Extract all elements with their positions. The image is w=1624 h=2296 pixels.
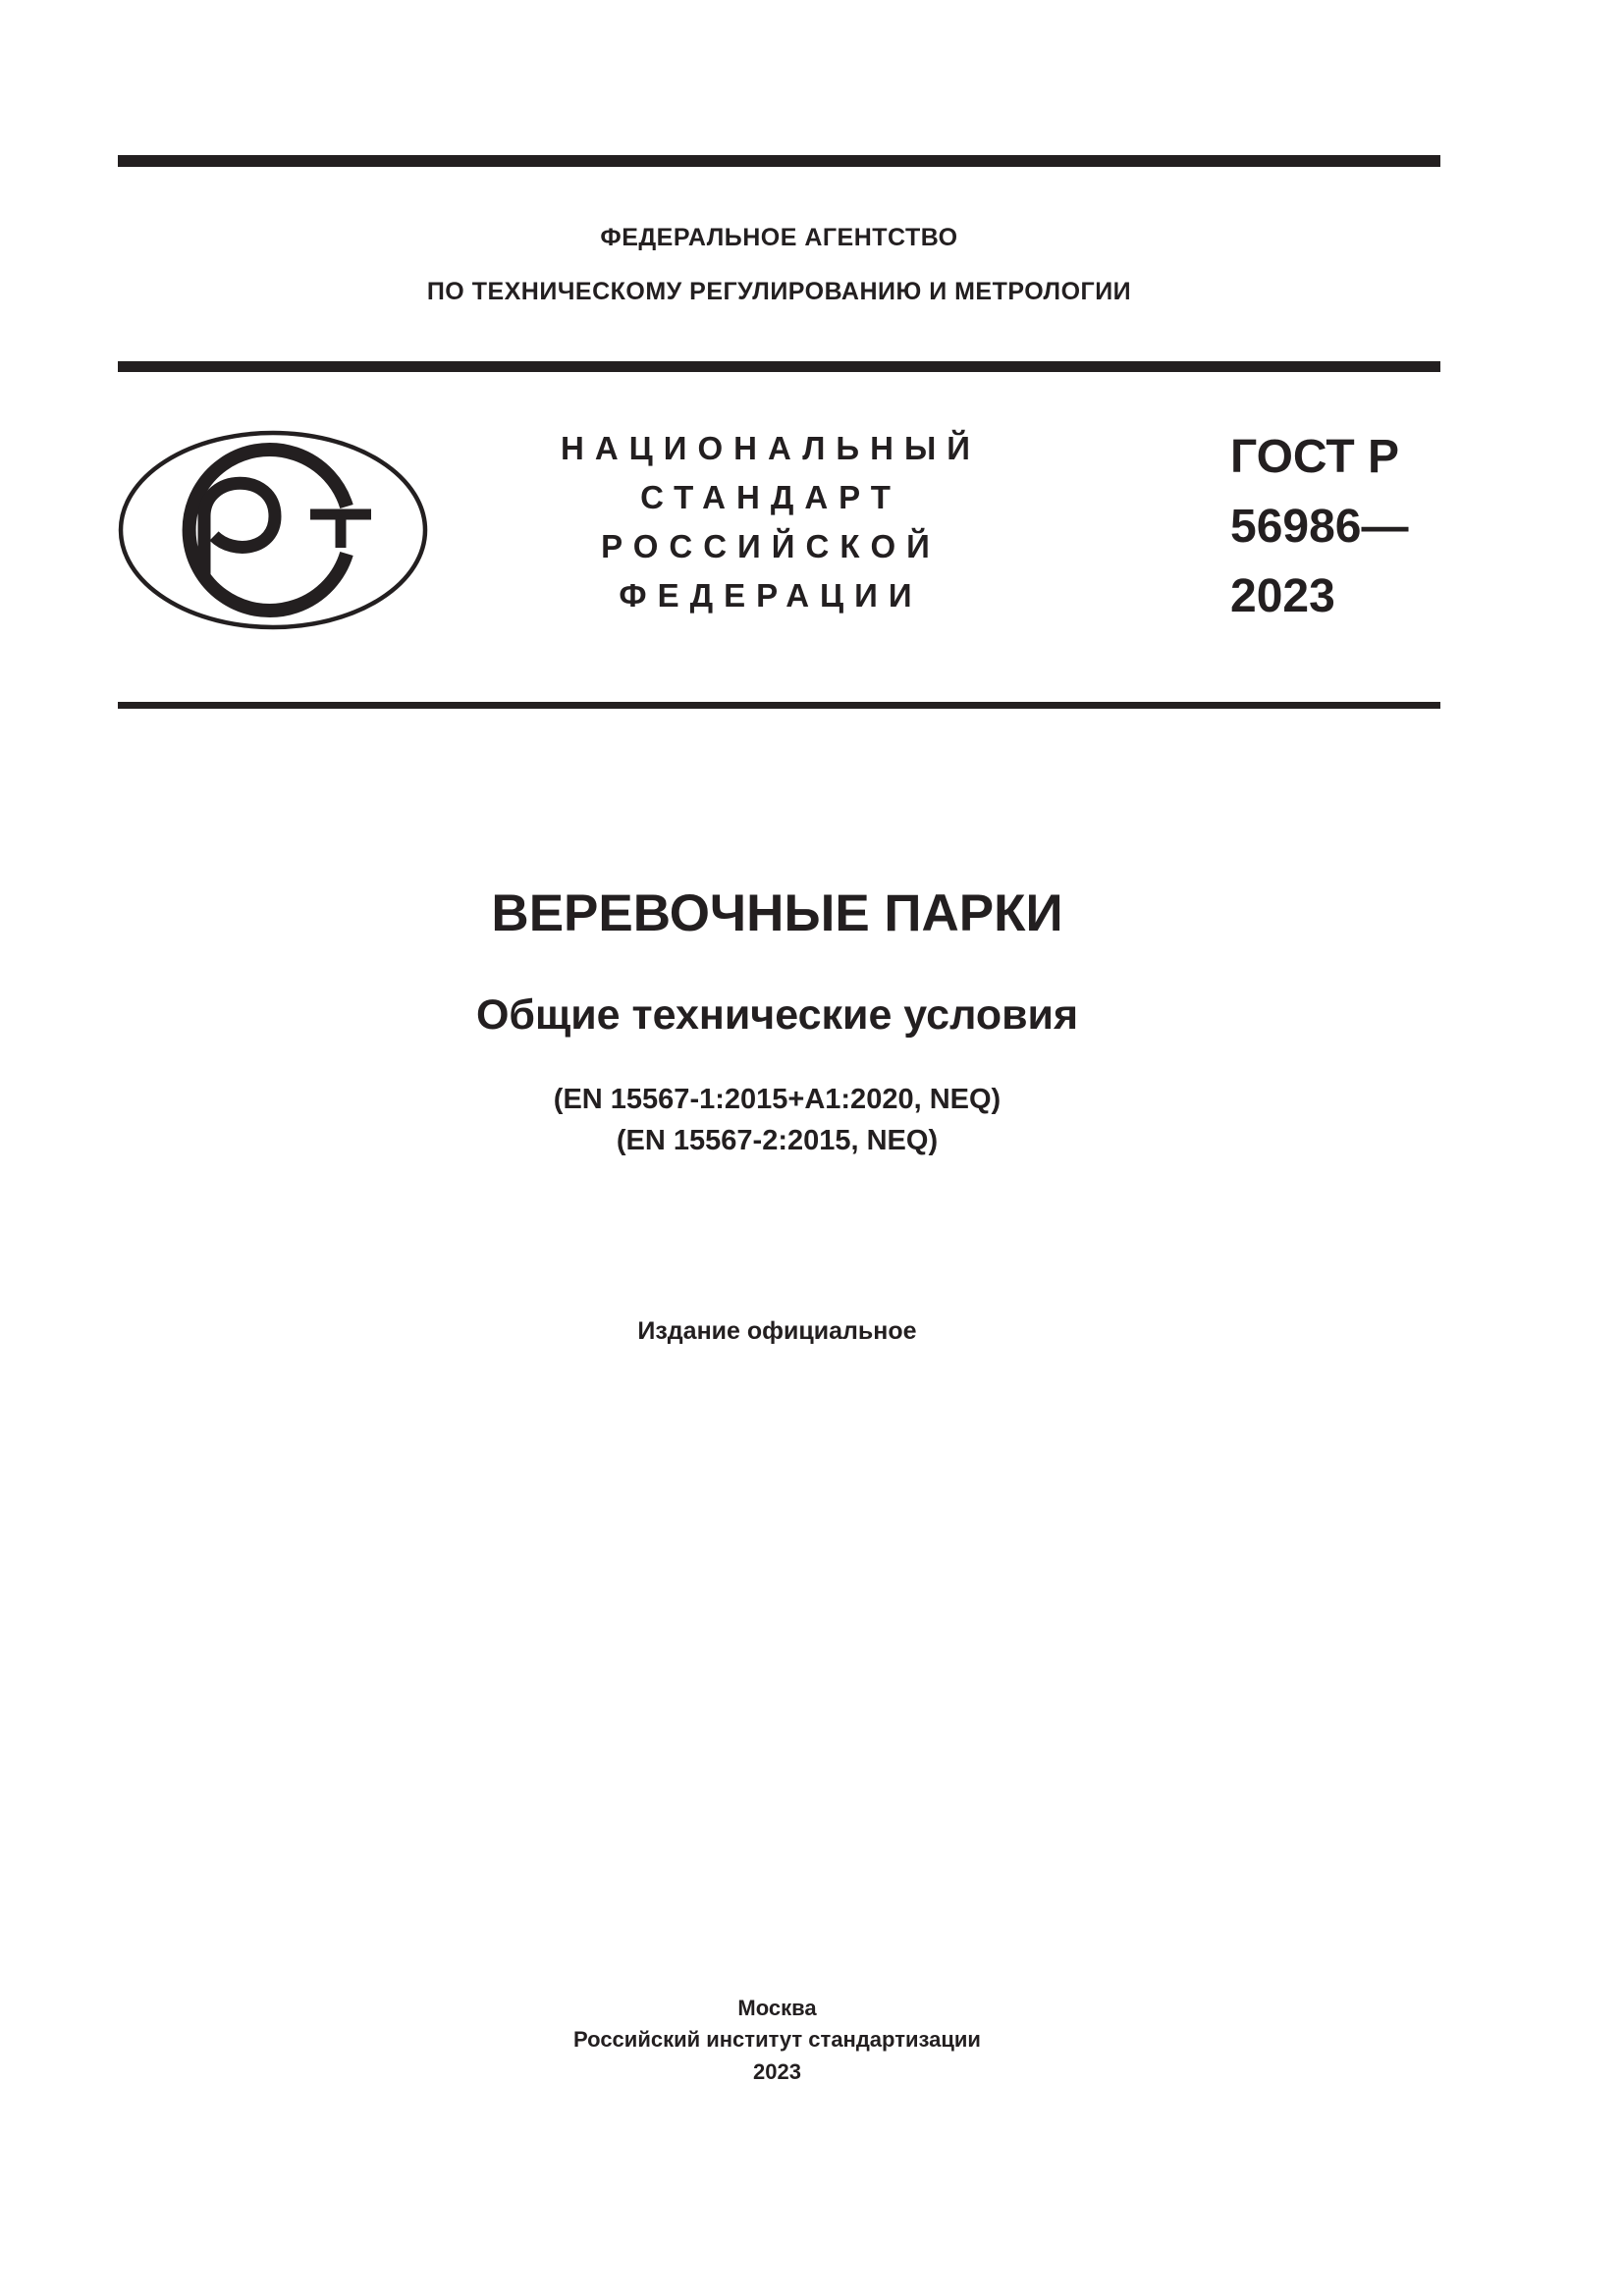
standard-type-line: ФЕДЕРАЦИИ — [619, 577, 923, 614]
document-title: ВЕРЕВОЧНЫЕ ПАРКИ — [491, 884, 1063, 942]
gost-line: 2023 — [1230, 570, 1335, 622]
standard-type-line: РОССИЙСКОЙ — [601, 528, 941, 564]
gost-line: 56986— — [1230, 501, 1409, 553]
gost-designation — [1230, 422, 1408, 631]
reference-standard: (EN 15567-2:2015, NEQ) — [616, 1125, 939, 1156]
standard-type — [515, 424, 1026, 620]
agency-line-2: ПО ТЕХНИЧЕСКОМУ РЕГУЛИРОВАНИЮ И МЕТРОЛОГИИ — [426, 278, 1132, 305]
publisher-org: Российский институт стандартизации — [573, 2027, 981, 2052]
middle-rule — [118, 361, 1440, 372]
standard-type-line: СТАНДАРТ — [640, 479, 901, 515]
rst-logo-icon — [118, 430, 428, 630]
gost-line: ГОСТ Р — [1230, 431, 1400, 483]
reference-standard: (EN 15567-1:2015+A1:2020, NEQ) — [553, 1084, 1001, 1115]
publisher-year: 2023 — [753, 2059, 801, 2084]
document-subtitle: Общие технические условия — [475, 991, 1079, 1039]
edition-note: Издание официальное — [637, 1317, 917, 1345]
standard-type-line: НАЦИОНАЛЬНЫЙ — [561, 430, 981, 466]
top-rule — [118, 155, 1440, 167]
publisher-city: Москва — [737, 1996, 817, 2020]
agency-line-1: ФЕДЕРАЛЬНОЕ АГЕНТСТВО — [600, 224, 958, 251]
bottom-rule — [118, 702, 1440, 709]
